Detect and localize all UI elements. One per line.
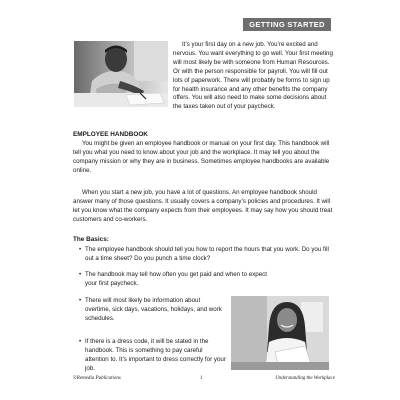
footer-page-number: 1 bbox=[200, 376, 203, 381]
list-item bbox=[79, 297, 227, 324]
list-item-text: If there is a dress code, it will be stated in the handbook. This is something to pay careful attention to. It’s important to dress correctly for your job. bbox=[85, 338, 226, 372]
bullet-icon: • bbox=[79, 338, 82, 345]
bullet-icon: • bbox=[79, 271, 82, 278]
bullet-icon: • bbox=[79, 246, 82, 253]
footer-book-title: Understanding the Workplace bbox=[275, 376, 335, 381]
footer-publisher: ©Remedia Publications bbox=[73, 376, 121, 381]
list-item bbox=[79, 271, 279, 289]
handbook-paragraph-2 bbox=[73, 189, 335, 225]
list-item bbox=[79, 338, 227, 374]
handbook-paragraph-1-text: You might be given an employee handbook or manual on your first day. This handbook will tell you what you need to know about your job and the workplace. It may tell you about the company mission or why they are in business. Sometimes employee handbooks are available online. bbox=[73, 140, 330, 174]
list-item-text: There will most likely be information about overtime, sick days, vacations, holidays, and work schedules. bbox=[85, 297, 222, 322]
list-item-text: The handbook may tell how often you get paid and when to expect your first paycheck. bbox=[85, 271, 267, 287]
handbook-paragraph-1 bbox=[73, 140, 335, 176]
basics-heading: The Basics: bbox=[73, 236, 109, 243]
man-writing-photo bbox=[74, 41, 168, 107]
list-item-text: The employee handbook should tell you how to report the hours that you work. Do you fill out a time sheet? Do you punch a time clock? bbox=[85, 246, 329, 262]
list-item bbox=[79, 246, 335, 264]
section-header: GETTING STARTED bbox=[243, 18, 331, 31]
page-footer bbox=[73, 376, 335, 384]
bullet-icon: • bbox=[79, 297, 82, 304]
intro-paragraph bbox=[173, 41, 333, 112]
intro-text: It’s your first day on a new job. You’re excited and nervous. You want everything to go well. Your first meeting will most likely be with someone from Human Resources. Or with the person responsible for payroll. You will fill out lots of paperwork. There will probably be forms to sign up for health insurance and any other benefits the company offers. You will also need to make some decisions about the taxes taken out of your paycheck. bbox=[173, 41, 333, 111]
woman-reading-photo bbox=[231, 296, 329, 370]
employee-handbook-heading: EMPLOYEE HANDBOOK bbox=[73, 131, 148, 138]
handbook-paragraph-2-text: When you start a new job, you have a lot of questions. An employee handbook should answer many of those questions. It usually covers a company’s policies and procedures. It will let you know what the company expects from their employees. It may say how you should treat customers and co-workers. bbox=[73, 189, 333, 223]
